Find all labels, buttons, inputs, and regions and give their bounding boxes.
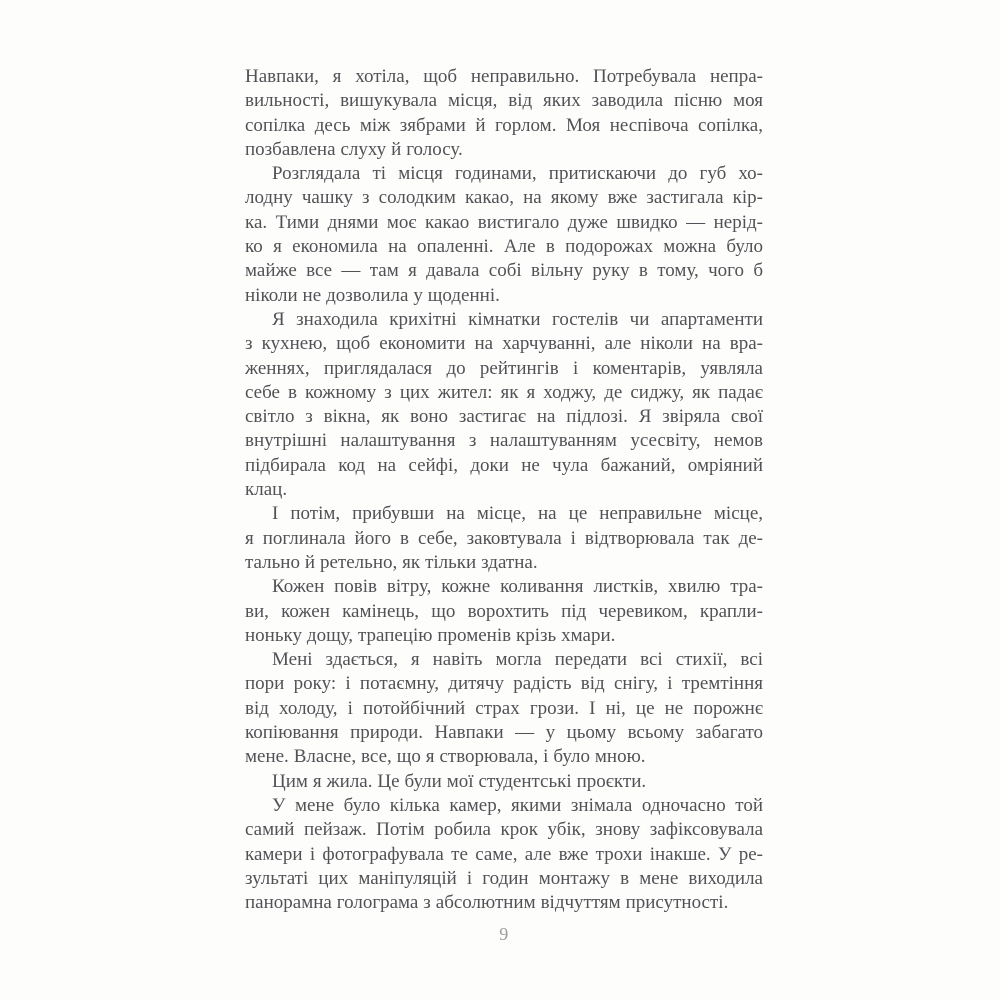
text-line: тально й ретельно, як тільки здатна. <box>245 551 538 573</box>
text-line: панорамна голограма з абсолютним відчуттям присутності. <box>245 892 729 914</box>
text-line: У мене було кілька камер, якими знімала одночасно той <box>272 794 763 816</box>
text-line: сопілка десь між зябрами й горлом. Моя неспівоча сопілка, <box>245 114 763 136</box>
text-line: себе в кожному з цих жител: як я ходжу, де сиджу, як падає <box>245 381 763 403</box>
text-line: лодну чашку з солодким какао, на якому вже застигала кір- <box>245 187 763 209</box>
text-line: зультаті цих маніпуляцій і годин монтажу в мене виходила <box>245 867 763 889</box>
text-line: Кожен повів вітру, кожне коливання листків, хвилю тра- <box>272 576 763 598</box>
text-line: світло з вікна, як воно застигає на підлозі. Я звіряла свої <box>245 406 763 428</box>
text-line: Я знаходила крихітні кімнатки гостелів чи апартаменти <box>272 308 763 330</box>
text-line: Розглядала ті місця годинами, притискаючи до губ хо- <box>272 163 763 185</box>
text-line: мене. Власне, все, що я створювала, і було мною. <box>245 746 646 768</box>
page-number: 9 <box>499 924 509 944</box>
text-line: майже все — там я давала собі вільну руку в тому, чого б <box>245 260 763 282</box>
text-line: І потім, прибувши на місце, на це неправильне місце, <box>272 503 763 525</box>
text-line: підбирала код на сейфі, доки не чула бажаний, омріяний <box>245 454 763 476</box>
text-line: ноньку дощу, трапецію променів крізь хмари. <box>245 624 616 646</box>
text-line: вильності, вишукувала місця, від яких заводила пісню моя <box>245 90 763 112</box>
text-line: камери і фотографувала те саме, але вже трохи інакше. У ре- <box>245 843 763 865</box>
text-line: ка. Тими днями моє какао вистигало дуже швидко — нерід- <box>245 211 763 233</box>
text-line: Мені здається, я навіть могла передати всі стихії, всі <box>272 649 763 671</box>
text-line: Цим я жила. Це були мої студентські проєкти. <box>272 770 647 792</box>
text-line: від холоду, і потойбічний страх грози. І ні, це не порожнє <box>245 697 763 719</box>
text-line: ко я економила на опаленні. Але в подорожах можна було <box>245 236 763 258</box>
text-line: пори року: і потаємну, дитячу радість від снігу, і тремтіння <box>245 673 763 695</box>
text-line: ви, кожен камінець, що ворохтить під черевиком, крапли- <box>245 600 763 622</box>
text-line: самий пейзаж. Потім робила крок убік, знову зафіксовувала <box>245 819 763 841</box>
text-line: позбавлена слуху й голосу. <box>245 138 463 160</box>
text-line: ніколи не дозволила у щоденні. <box>245 284 500 306</box>
page-text <box>245 65 763 915</box>
text-line: з кухнею, щоб економити на харчуванні, але ніколи на вра- <box>245 333 763 355</box>
text-line: внутрішні налаштування з налаштуванням усесвіту, немов <box>245 430 763 452</box>
text-line: Навпаки, я хотіла, щоб неправильно. Потребувала непра- <box>245 66 763 87</box>
text-line: копіювання природи. Навпаки — у цьому всьому забагато <box>245 722 763 744</box>
text-line: клац. <box>245 479 288 501</box>
text-line: женнях, приглядалася до рейтингів і коментарів, уявляла <box>245 357 763 379</box>
text-line: я поглинала його в себе, заковтувала і відтворювала так де- <box>245 527 763 549</box>
